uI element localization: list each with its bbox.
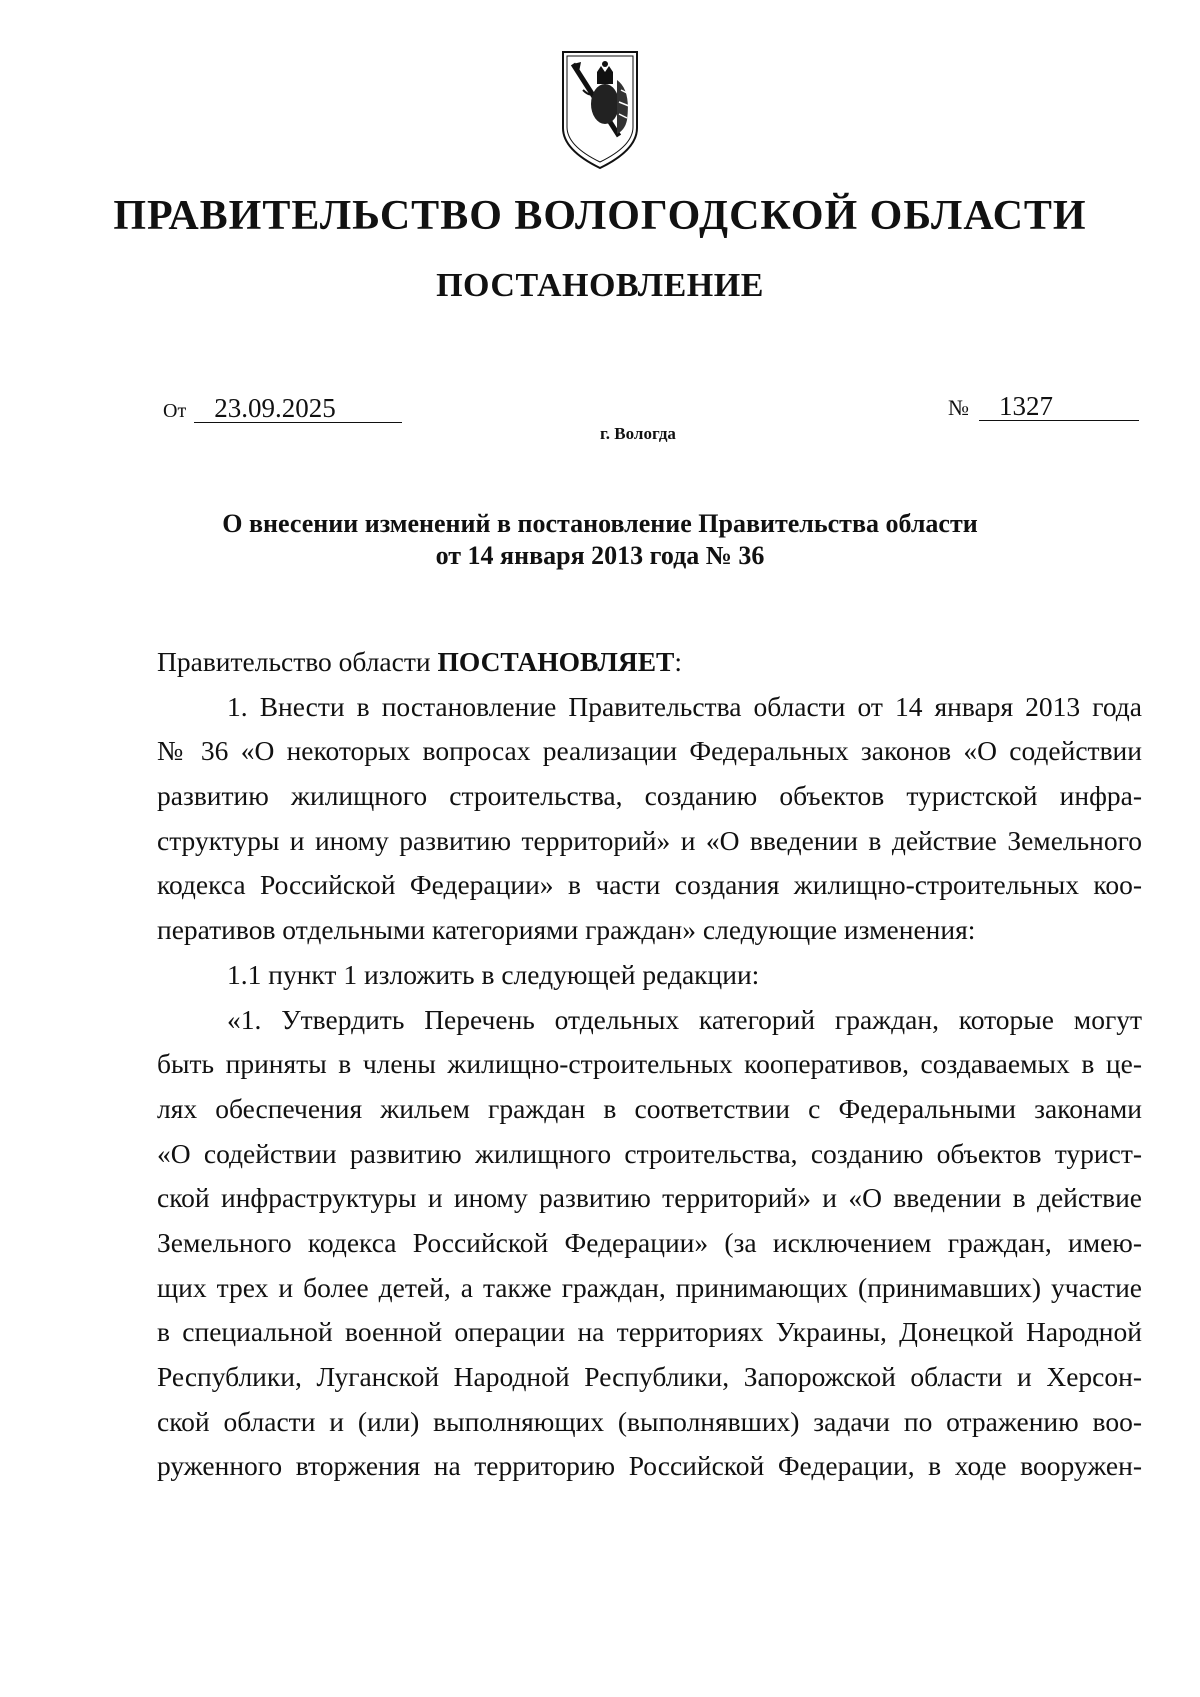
body-line: в специальной военной операции на территориях Украины, Донецкой Народной — [157, 1316, 1142, 1348]
body-line: быть приняты в члены жилищно-строительных кооперативов, создаваемых в це- — [157, 1048, 1142, 1080]
intro-end: : — [674, 646, 683, 677]
document-date — [163, 394, 402, 423]
subject-line: от 14 января 2013 года № 36 — [435, 541, 765, 570]
body-line: ской области и (или) выполняющих (выполнявших) задачи по отражению воо- — [157, 1405, 1142, 1437]
body-line: развитию жилищного строительства, созданию объектов туристской инфра- — [157, 780, 1142, 812]
body-line: руженного вторжения на территорию Российской Федерации, в ходе вооружен- — [157, 1450, 1142, 1482]
body-line: 1. Внести в постановление Правительства области от 14 января 2013 года — [227, 690, 1142, 722]
document-type: ПОСТАНОВЛЕНИЕ — [436, 267, 764, 304]
body-line: структуры и иному развитию территорий» и «О введении в действие Земельного — [157, 824, 1142, 856]
body-line: ской инфраструктуры и иному развитию территорий» и «О введении в действие — [157, 1182, 1142, 1214]
body-line: лях обеспечения жильем граждан в соответствии с Федеральными законами — [157, 1092, 1142, 1124]
body-line: перативов отдельными категориями граждан» следующие изменения: — [157, 914, 976, 946]
document-body — [157, 640, 1142, 1489]
coat-of-arms-emblem — [559, 50, 641, 170]
city-label: г. Вологда — [600, 424, 676, 443]
date-prefix: От — [163, 400, 187, 422]
document-subject — [0, 508, 1200, 572]
body-line: № 36 «О некоторых вопросах реализации Федеральных законов «О содействии — [157, 735, 1142, 767]
body-line: кодекса Российской Федерации» в части создания жилищно-строительных коо- — [157, 869, 1142, 901]
body-line: 1.1 пункт 1 изложить в следующей редакции: — [227, 958, 760, 990]
document-number — [948, 392, 1139, 421]
body-line: щих трех и более детей, а также граждан, принимающих (принимавших) участие — [157, 1271, 1142, 1303]
body-line: «О содействии развитию жилищного строительства, созданию объектов турист- — [157, 1137, 1142, 1169]
intro-text: Правительство области — [157, 646, 438, 677]
number-value: 1327 — [979, 392, 1139, 421]
number-prefix: № — [948, 395, 969, 420]
body-line: Земельного кодекса Российской Федерации» (за исключением граждан, имею- — [157, 1226, 1142, 1258]
intro-paragraph — [157, 640, 1142, 685]
intro-bold: ПОСТАНОВЛЯЕТ — [437, 646, 675, 677]
subject-line: О внесении изменений в постановление Правительства области — [222, 509, 978, 538]
body-line: Республики, Луганской Народной Республики, Запорожской области и Херсон- — [157, 1361, 1142, 1392]
date-value: 23.09.2025 — [194, 394, 402, 423]
body-line: «1. Утвердить Перечень отдельных категорий граждан, которые могут — [227, 1003, 1142, 1035]
organization-title: ПРАВИТЕЛЬСТВО ВОЛОГОДСКОЙ ОБЛАСТИ — [113, 193, 1087, 239]
